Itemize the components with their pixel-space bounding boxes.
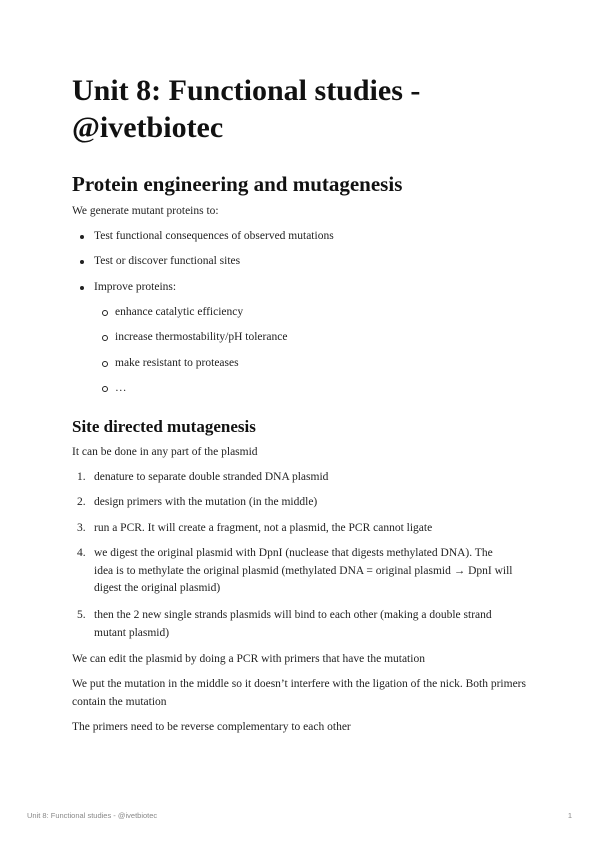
section1-intro: We generate mutant proteins to: xyxy=(72,205,219,217)
list-item-text: Test or discover functional sites xyxy=(94,255,241,267)
numbered-list-item xyxy=(77,520,514,538)
paragraph: We put the mutation in the middle so it doesn’t interfere with the ligation of the nick. Both primers contain the mutation xyxy=(72,678,526,708)
numbered-item-text: run a PCR. It will create a fragment, not a plasmid, the PCR cannot ligate xyxy=(94,522,433,534)
numbered-list-item xyxy=(77,607,514,642)
bullet-circle-icon xyxy=(102,386,108,392)
list-number: 2. xyxy=(77,496,86,508)
footer-title: Unit 8: Functional studies - @ivetbiotec xyxy=(27,811,158,820)
bullet-dot-icon xyxy=(80,235,84,239)
sub-list-item xyxy=(115,329,287,347)
section-heading-site-directed-mutagenesis: Site directed mutagenesis xyxy=(72,417,256,436)
page-title: Unit 8: Functional studies - @ivetbiotec xyxy=(72,74,421,144)
numbered-list-item xyxy=(77,545,514,598)
paragraph: We can edit the plasmid by doing a PCR with primers that have the mutation xyxy=(72,653,425,665)
list-number: 3. xyxy=(77,522,86,534)
list-item xyxy=(94,228,334,246)
bullet-circle-icon xyxy=(102,310,108,316)
section2-intro: It can be done in any part of the plasmid xyxy=(72,446,258,458)
page-number: 1 xyxy=(567,811,572,820)
sub-list-item xyxy=(115,355,239,373)
list-item-text: Improve proteins: xyxy=(94,281,177,293)
numbered-list-item xyxy=(77,469,514,487)
numbered-item-text: design primers with the mutation (in the middle) xyxy=(94,496,318,508)
sub-list-item-text: increase thermostability/pH tolerance xyxy=(115,331,288,343)
list-item xyxy=(94,279,176,297)
numbered-item-text: then the 2 new single strands plasmids will bind to each other (making a double strand mutant plasmid) xyxy=(94,609,492,639)
sub-list-item xyxy=(115,304,243,322)
sub-list-item-text: … xyxy=(115,382,127,394)
bullet-circle-icon xyxy=(102,361,108,367)
list-number: 1. xyxy=(77,471,86,483)
numbered-item-text: we digest the original plasmid with DpnI (nuclease that digests methylated DNA). The idea is to methylate the original plasmid (methylated DNA = original plasmid → DpnI will digest the original plasmid) xyxy=(94,547,513,594)
list-number: 4. xyxy=(77,547,86,559)
paragraph: The primers need to be reverse complementary to each other xyxy=(72,721,351,733)
sub-list-item-text: make resistant to proteases xyxy=(115,357,239,369)
list-number: 5. xyxy=(77,609,86,621)
section-heading-protein-engineering: Protein engineering and mutagenesis xyxy=(72,172,403,196)
sub-list-item xyxy=(115,380,127,398)
list-item xyxy=(94,253,240,271)
bullet-dot-icon xyxy=(80,260,84,264)
numbered-list-item xyxy=(77,494,514,512)
bullet-circle-icon xyxy=(102,335,108,341)
sub-list-item-text: enhance catalytic efficiency xyxy=(115,306,244,318)
bullet-dot-icon xyxy=(80,286,84,290)
list-item-text: Test functional consequences of observed mutations xyxy=(94,230,334,242)
numbered-item-text: denature to separate double stranded DNA plasmid xyxy=(94,471,329,483)
